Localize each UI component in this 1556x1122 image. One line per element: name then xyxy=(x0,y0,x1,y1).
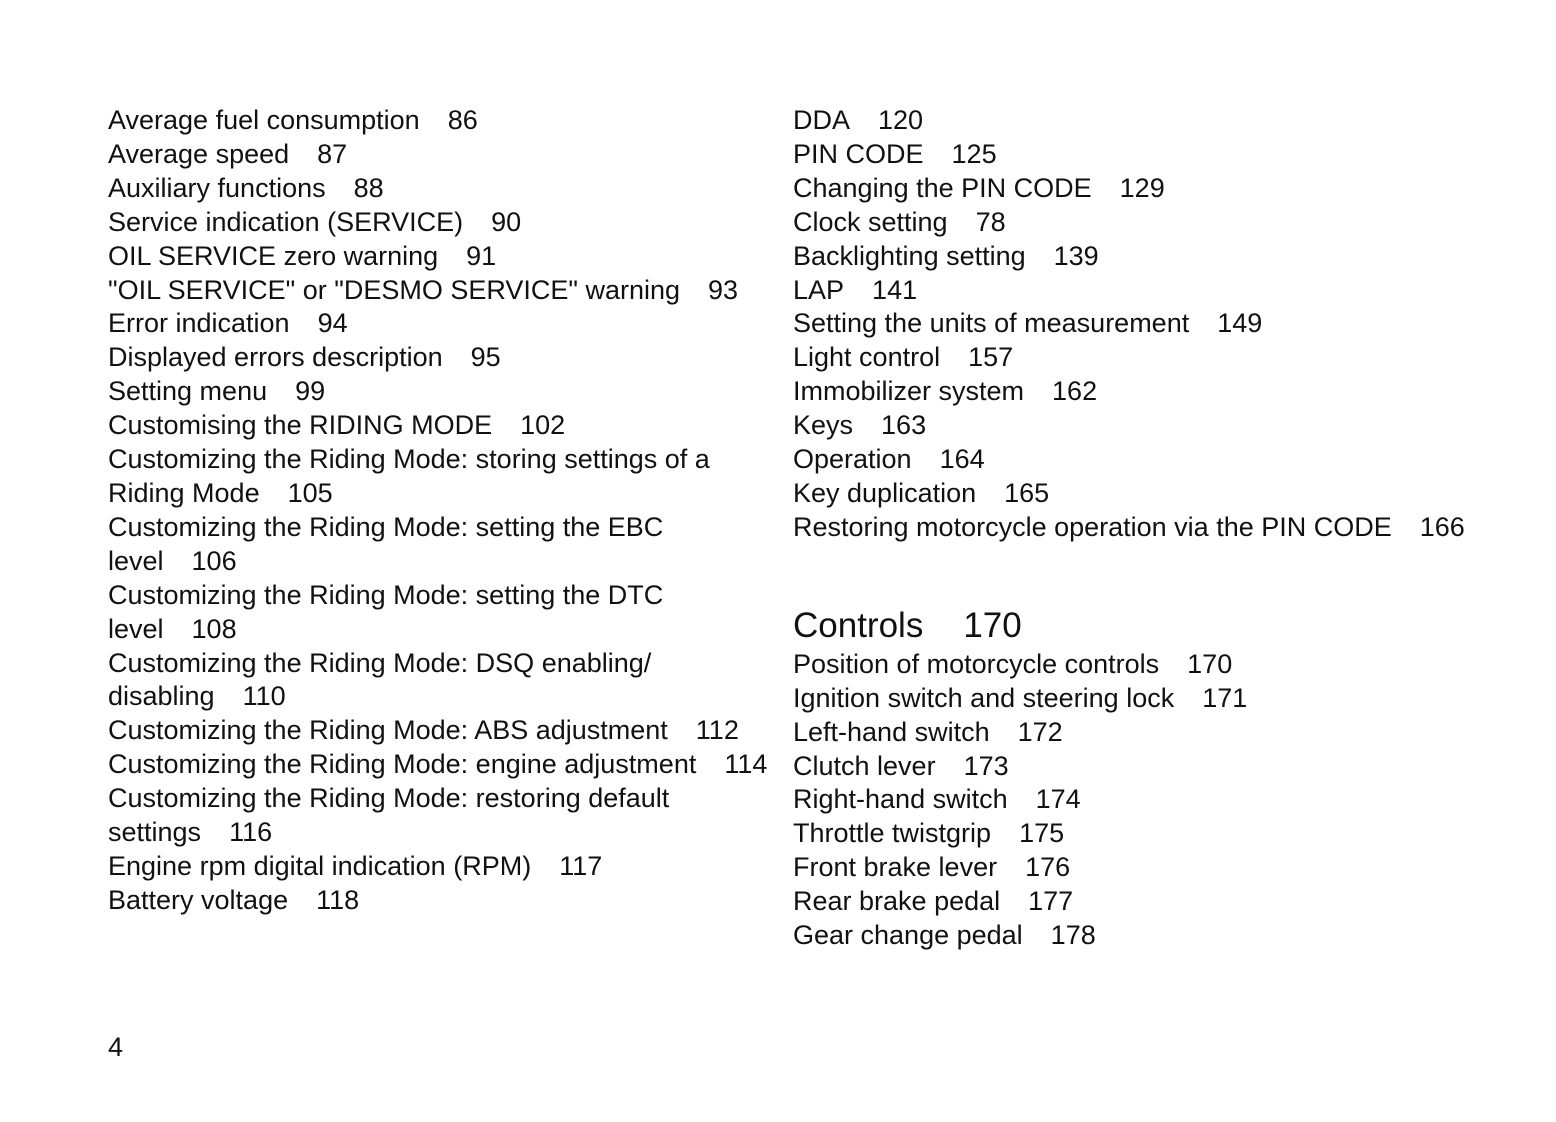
toc-entry-page: 166 xyxy=(1419,511,1465,542)
toc-entry-page: 165 xyxy=(1004,477,1050,508)
toc-entry[interactable] xyxy=(108,579,768,647)
toc-entry[interactable] xyxy=(108,307,768,341)
toc-entry-title: Auxiliary functions xyxy=(108,172,326,203)
toc-entry-title: Engine rpm digital indication (RPM) xyxy=(108,850,532,881)
toc-entry[interactable] xyxy=(793,783,1513,817)
toc-entry-page: 106 xyxy=(191,545,237,576)
toc-entry-title: Customizing the Riding Mode: engine adjustment xyxy=(108,749,697,780)
toc-entry[interactable] xyxy=(793,307,1513,341)
toc-entry[interactable] xyxy=(108,443,768,511)
toc-entry-page: 173 xyxy=(963,750,1009,781)
toc-entry[interactable] xyxy=(108,240,768,274)
toc-entry-page: 170 xyxy=(1187,648,1233,679)
toc-entry-page: 163 xyxy=(881,410,927,441)
toc-entry[interactable] xyxy=(793,750,1513,784)
toc-entry[interactable] xyxy=(793,409,1513,443)
toc-entry-title: Operation xyxy=(793,444,912,475)
toc-entry-page: 177 xyxy=(1028,886,1074,917)
toc-entry-title: Displayed errors description xyxy=(108,342,443,373)
toc-entry-title: Average speed xyxy=(108,138,290,169)
toc-entry-page: 149 xyxy=(1217,308,1263,339)
toc-entry-page: 139 xyxy=(1053,240,1099,271)
toc-entry-page: 78 xyxy=(975,206,1006,237)
toc-entry[interactable] xyxy=(793,919,1513,953)
toc-entry-title: DDA xyxy=(793,105,851,135)
toc-entry[interactable] xyxy=(108,206,768,240)
toc-entry[interactable] xyxy=(793,341,1513,375)
toc-entry[interactable] xyxy=(108,172,768,206)
section-title: Controls xyxy=(793,605,924,645)
toc-entry[interactable] xyxy=(108,375,768,409)
toc-entry-page: 93 xyxy=(708,274,739,305)
toc-entry-page: 87 xyxy=(317,138,348,169)
toc-entry[interactable] xyxy=(793,138,1513,172)
toc-entry-page: 125 xyxy=(951,138,997,169)
toc-entry-page: 90 xyxy=(491,206,522,237)
toc-entry-page: 157 xyxy=(968,342,1014,373)
toc-entry[interactable] xyxy=(108,274,768,308)
toc-entry[interactable] xyxy=(108,104,768,138)
toc-entry-page: 110 xyxy=(242,681,286,712)
toc-entry-page: 94 xyxy=(317,308,348,339)
toc-entry-title: Error indication xyxy=(108,308,290,339)
toc-section-heading[interactable] xyxy=(793,606,1513,646)
toc-entry-page: 141 xyxy=(872,274,918,305)
toc-entry-title: Customizing the Riding Mode: DSQ enabling/ disabling xyxy=(108,647,652,712)
toc-entry[interactable] xyxy=(793,104,1513,138)
toc-entry-page: 88 xyxy=(353,172,384,203)
toc-right-column xyxy=(793,104,1513,953)
toc-entry-title: Setting the units of measurement xyxy=(793,308,1190,339)
toc-entry[interactable] xyxy=(793,817,1513,851)
toc-entry[interactable] xyxy=(793,648,1513,682)
toc-entry[interactable] xyxy=(793,851,1513,885)
toc-entry-page: 114 xyxy=(724,749,768,780)
toc-entry[interactable] xyxy=(793,274,1513,308)
toc-entry-page: 99 xyxy=(295,376,326,407)
toc-entry[interactable] xyxy=(108,647,768,715)
toc-entry-page: 175 xyxy=(1019,818,1065,849)
toc-entry-title: Position of motorcycle controls xyxy=(793,648,1160,679)
toc-entry-title: PIN CODE xyxy=(793,138,924,169)
toc-entry[interactable] xyxy=(108,748,768,782)
toc-entry-title: LAP xyxy=(793,274,845,305)
toc-entry-title: Ignition switch and steering lock xyxy=(793,682,1175,713)
toc-entry-title: Left-hand switch xyxy=(793,716,990,747)
toc-entry-page: 102 xyxy=(520,410,566,441)
toc-left-column xyxy=(108,104,768,918)
toc-entry[interactable] xyxy=(793,511,1513,545)
toc-entry-title: Immobilizer system xyxy=(793,376,1025,407)
toc-entry-page: 176 xyxy=(1025,852,1071,883)
toc-entry-title: Service indication (SERVICE) xyxy=(108,206,464,237)
toc-entry-title: Backlighting setting xyxy=(793,240,1026,271)
toc-entry-title: Clock setting xyxy=(793,206,948,237)
toc-entry-page: 91 xyxy=(466,240,497,271)
toc-entry[interactable] xyxy=(108,714,768,748)
toc-entry[interactable] xyxy=(793,716,1513,750)
toc-entry[interactable] xyxy=(793,443,1513,477)
toc-entry[interactable] xyxy=(793,172,1513,206)
toc-entry-title: Throttle twistgrip xyxy=(793,818,992,849)
toc-entry-title: Customizing the Riding Mode: setting the EBC level xyxy=(108,511,664,576)
toc-entry-title: Keys xyxy=(793,410,854,441)
toc-entry-page: 112 xyxy=(695,715,739,746)
toc-entry-title: Rear brake pedal xyxy=(793,886,1001,917)
toc-entry-page: 118 xyxy=(316,884,360,915)
toc-entry[interactable] xyxy=(108,850,768,884)
toc-entry-title: Customizing the Riding Mode: restoring default settings xyxy=(108,783,670,848)
toc-entry-title: Front brake lever xyxy=(793,852,998,883)
toc-entry-title: Restoring motorcycle operation via the PIN CODE xyxy=(793,511,1392,542)
toc-entry-title: Light control xyxy=(793,342,941,373)
toc-entry[interactable] xyxy=(108,782,768,850)
toc-entry[interactable] xyxy=(108,409,768,443)
toc-entry[interactable] xyxy=(108,138,768,172)
toc-entry-title: Customizing the Riding Mode: setting the DTC level xyxy=(108,579,664,644)
toc-entry-title: Battery voltage xyxy=(108,884,289,915)
toc-entry[interactable] xyxy=(108,341,768,375)
toc-entry-page: 174 xyxy=(1035,784,1081,815)
toc-entry-title: Average fuel consumption xyxy=(108,105,420,135)
toc-entry-page: 162 xyxy=(1052,376,1098,407)
toc-entry[interactable] xyxy=(108,884,768,918)
toc-entry-title: Right-hand switch xyxy=(793,784,1008,815)
toc-entry[interactable] xyxy=(793,240,1513,274)
toc-entry-title: Customizing the Riding Mode: ABS adjustment xyxy=(108,715,668,746)
toc-entry[interactable] xyxy=(793,477,1513,511)
toc-entry-page: 172 xyxy=(1017,716,1063,747)
page-number: 4 xyxy=(108,1032,124,1062)
toc-entry-page: 86 xyxy=(447,105,478,135)
toc-entry-title: OIL SERVICE zero warning xyxy=(108,240,439,271)
toc-entry-title: Customising the RIDING MODE xyxy=(108,410,493,441)
toc-entry-title: Setting menu xyxy=(108,376,268,407)
toc-entry-page: 117 xyxy=(559,850,603,881)
toc-entry-page: 95 xyxy=(470,342,501,373)
toc-entry-title: "OIL SERVICE" or "DESMO SERVICE" warning xyxy=(108,274,681,305)
section-page: 170 xyxy=(963,605,1022,645)
toc-entry-page: 108 xyxy=(191,613,237,644)
toc-entry[interactable] xyxy=(793,885,1513,919)
toc-entry-page: 116 xyxy=(229,817,273,848)
toc-entry-title: Changing the PIN CODE xyxy=(793,172,1092,203)
toc-entry-page: 120 xyxy=(878,105,924,135)
toc-entry-title: Clutch lever xyxy=(793,750,936,781)
toc-entry[interactable] xyxy=(793,375,1513,409)
toc-entry[interactable] xyxy=(108,511,768,579)
toc-entry-page: 105 xyxy=(287,477,333,508)
toc-entry-title: Key duplication xyxy=(793,477,977,508)
toc-entry-page: 129 xyxy=(1119,172,1165,203)
toc-entry[interactable] xyxy=(793,682,1513,716)
toc-entry[interactable] xyxy=(793,206,1513,240)
toc-entry-page: 178 xyxy=(1050,920,1096,951)
toc-entry-title: Gear change pedal xyxy=(793,920,1023,951)
toc-entry-title: Customizing the Riding Mode: storing settings of a Riding Mode xyxy=(108,444,710,508)
toc-entry-page: 164 xyxy=(939,444,985,475)
toc-entry-page: 171 xyxy=(1202,682,1248,713)
